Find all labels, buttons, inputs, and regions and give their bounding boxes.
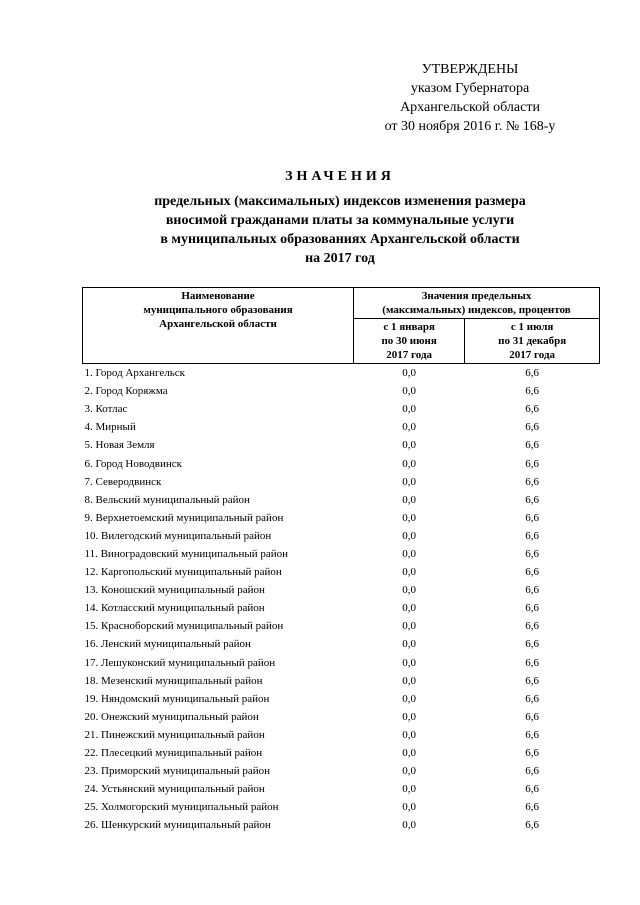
municipality-name: 4. Мирный <box>84 421 136 434</box>
value-period-1: 0,0 <box>402 819 417 832</box>
municipality-name: 20. Онежский муниципальный район <box>84 710 259 723</box>
approval-line-date: от 30 ноября 2016 г. № 168-у <box>384 119 556 134</box>
value-period-2: 6,6 <box>525 584 540 597</box>
municipality-name: 5. Новая Земля <box>84 439 155 452</box>
header-municipality: Наименование муниципального образования Архангельской области <box>83 288 354 364</box>
value-period-1: 0,0 <box>402 801 417 814</box>
title-line-3: в муниципальных образованиях Архангельской области <box>160 232 520 247</box>
table-row <box>83 599 600 617</box>
approval-line-approved: УТВЕРЖДЕНЫ <box>421 62 519 77</box>
table-row <box>83 563 600 581</box>
municipality-name: 18. Мезенский муниципальный район <box>84 674 263 687</box>
value-period-1: 0,0 <box>402 511 417 524</box>
municipality-name: 25. Холмогорский муниципальный район <box>84 801 279 814</box>
value-period-1: 0,0 <box>402 656 417 669</box>
value-period-1: 0,0 <box>402 493 417 506</box>
value-period-1: 0,0 <box>402 421 417 434</box>
table-row <box>83 545 600 563</box>
municipality-name: 14. Котласский муниципальный район <box>84 602 265 615</box>
value-period-1: 0,0 <box>402 602 417 615</box>
value-period-1: 0,0 <box>402 547 417 560</box>
table-row <box>83 527 600 545</box>
municipality-name: 6. Город Новодвинск <box>84 457 182 470</box>
municipality-name: 9. Верхнетоемский муниципальный район <box>84 511 284 524</box>
title-line-1: предельных (максимальных) индексов изменения размера <box>154 194 526 209</box>
value-period-2: 6,6 <box>525 529 540 542</box>
value-period-2: 6,6 <box>525 511 540 524</box>
value-period-1: 0,0 <box>402 692 417 705</box>
table-row <box>83 418 600 436</box>
municipality-name: 13. Коношский муниципальный район <box>84 584 265 597</box>
municipality-name: 10. Вилегодский муниципальный район <box>84 529 272 542</box>
title-heading: ЗНАЧЕНИЯ <box>285 169 395 184</box>
value-period-1: 0,0 <box>402 728 417 741</box>
municipality-name: 12. Каргопольский муниципальный район <box>84 566 282 579</box>
municipality-name: 22. Плесецкий муниципальный район <box>84 747 263 760</box>
value-period-2: 6,6 <box>525 819 540 832</box>
municipality-name: 7. Северодвинск <box>84 475 162 488</box>
value-period-2: 6,6 <box>525 765 540 778</box>
table-row <box>83 509 600 527</box>
value-period-2: 6,6 <box>525 385 540 398</box>
value-period-1: 0,0 <box>402 529 417 542</box>
table-row <box>83 581 600 599</box>
value-period-2: 6,6 <box>525 747 540 760</box>
municipality-name: 21. Пинежский муниципальный район <box>84 728 265 741</box>
municipality-name: 15. Красноборский муниципальный район <box>84 620 284 633</box>
value-period-1: 0,0 <box>402 638 417 651</box>
value-period-1: 0,0 <box>402 765 417 778</box>
value-period-2: 6,6 <box>525 566 540 579</box>
municipality-name: 17. Лешуконский муниципальный район <box>84 656 276 669</box>
title-line-2: вносимой гражданами платы за коммунальные услуги <box>165 213 515 228</box>
table-row <box>83 454 600 472</box>
table-row <box>83 635 600 653</box>
table-row <box>83 816 600 834</box>
value-period-2: 6,6 <box>525 367 540 380</box>
value-period-2: 6,6 <box>525 656 540 669</box>
value-period-2: 6,6 <box>525 493 540 506</box>
table-row <box>83 726 600 744</box>
municipality-name: 1. Город Архангельск <box>84 367 185 380</box>
value-period-2: 6,6 <box>525 602 540 615</box>
value-period-2: 6,6 <box>525 439 540 452</box>
value-period-2: 6,6 <box>525 620 540 633</box>
value-period-1: 0,0 <box>402 367 417 380</box>
value-period-1: 0,0 <box>402 457 417 470</box>
value-period-1: 0,0 <box>402 475 417 488</box>
document-title <box>80 167 600 268</box>
municipality-name: 26. Шенкурский муниципальный район <box>84 819 271 832</box>
value-period-2: 6,6 <box>525 421 540 434</box>
value-period-2: 6,6 <box>525 547 540 560</box>
value-period-1: 0,0 <box>402 566 417 579</box>
value-period-1: 0,0 <box>402 403 417 416</box>
municipality-name: 24. Устьянский муниципальный район <box>84 783 265 796</box>
header-period-1: с 1 января по 30 июня 2017 года <box>354 319 465 364</box>
table-row <box>83 708 600 726</box>
table-row <box>83 617 600 635</box>
municipality-name: 19. Няндомский муниципальный район <box>84 692 270 705</box>
value-period-1: 0,0 <box>402 710 417 723</box>
table-row <box>83 364 600 383</box>
table-row <box>83 744 600 762</box>
table-row <box>83 672 600 690</box>
table-row <box>83 436 600 454</box>
value-period-2: 6,6 <box>525 475 540 488</box>
table-body <box>83 364 600 835</box>
index-values-table <box>82 287 600 834</box>
value-period-2: 6,6 <box>525 783 540 796</box>
value-period-2: 6,6 <box>525 710 540 723</box>
header-period-2: с 1 июля по 31 декабря 2017 года <box>465 319 600 364</box>
value-period-1: 0,0 <box>402 674 417 687</box>
value-period-2: 6,6 <box>525 403 540 416</box>
table-row <box>83 400 600 418</box>
value-period-2: 6,6 <box>525 801 540 814</box>
value-period-1: 0,0 <box>402 439 417 452</box>
table-row <box>83 473 600 491</box>
value-period-2: 6,6 <box>525 728 540 741</box>
value-period-2: 6,6 <box>525 692 540 705</box>
value-period-1: 0,0 <box>402 584 417 597</box>
table-row <box>83 654 600 672</box>
table-row <box>83 798 600 816</box>
header-index-values: Значения предельных (максимальных) индексов, процентов <box>354 288 600 319</box>
value-period-1: 0,0 <box>402 747 417 760</box>
table-row <box>83 382 600 400</box>
title-line-4: на 2017 год <box>305 251 375 266</box>
value-period-1: 0,0 <box>402 385 417 398</box>
table-row <box>83 491 600 509</box>
value-period-2: 6,6 <box>525 638 540 651</box>
approval-stamp <box>360 60 580 136</box>
value-period-1: 0,0 <box>402 620 417 633</box>
table-row <box>83 690 600 708</box>
municipality-name: 2. Город Коряжма <box>84 385 168 398</box>
value-period-2: 6,6 <box>525 674 540 687</box>
municipality-name: 16. Ленский муниципальный район <box>84 638 251 651</box>
municipality-name: 3. Котлас <box>84 403 128 416</box>
table-row <box>83 780 600 798</box>
municipality-name: 8. Вельский муниципальный район <box>84 493 250 506</box>
municipality-name: 23. Приморский муниципальный район <box>84 765 270 778</box>
table-row <box>83 762 600 780</box>
municipality-name: 11. Виноградовский муниципальный район <box>84 547 289 560</box>
approval-line-decree: указом Губернатора <box>410 81 530 96</box>
value-period-2: 6,6 <box>525 457 540 470</box>
value-period-1: 0,0 <box>402 783 417 796</box>
approval-line-region: Архангельской области <box>400 100 540 115</box>
